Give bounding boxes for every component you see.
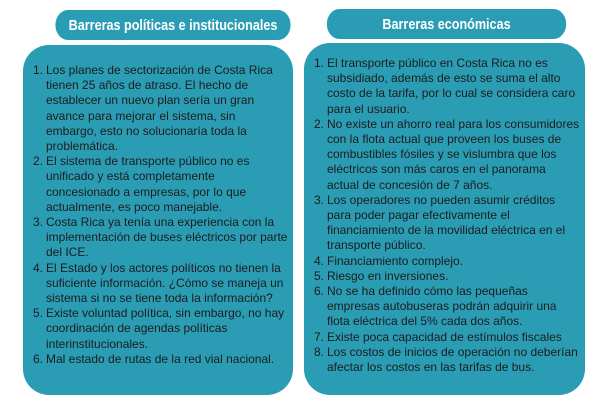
item-text: Existe voluntad política, sin embargo, no hay coordinación de agendas políticas interinstitucionales. (46, 306, 285, 351)
list-item (33, 352, 289, 367)
list-item (314, 269, 580, 284)
item-text: No existe un ahorro real para los consumidores con la flota actual que proveen los buses de combustibles fósiles y se vislumbra que los eléctricos son más caros en el panorama actual de concesión de 7 años. (327, 116, 580, 192)
list-item (33, 306, 289, 352)
list-item (314, 117, 580, 193)
item-text: No se ha definido cómo las pequeñas empresas autobuseras podrán adquirir una flota eléctrica del 5% cada dos años. (327, 284, 557, 329)
list-item (314, 193, 580, 254)
list-item (314, 56, 580, 117)
list-item (33, 154, 289, 215)
list-item (33, 215, 289, 261)
item-number: 1. (314, 56, 325, 70)
item-number: 5. (33, 306, 44, 321)
item-number: 8. (314, 344, 325, 359)
item-number: 2. (314, 116, 325, 131)
item-text: Los operadores no pueden asumir créditos para poder pagar efectivamente el financiamiento de la movilidad eléctrica en el transporte público. (327, 192, 566, 253)
list-item (33, 63, 289, 154)
item-number: 6. (314, 284, 325, 299)
economic-barriers-title: Barreras económicas (327, 9, 566, 39)
item-text: Mal estado de rutas de la red vial nacional. (46, 351, 275, 366)
list-item (33, 261, 289, 307)
item-number: 1. (33, 63, 44, 77)
item-text: Existe poca capacidad de estímulos fiscales (327, 329, 562, 344)
item-text: El sistema de transporte público no es unificado y está completamente concesionado a empresas, por lo que actualmente, es poco manejable. (46, 154, 250, 214)
item-number: 4. (33, 260, 44, 275)
political-barriers-title: Barreras políticas e institucionales (55, 10, 290, 40)
item-number: 3. (33, 215, 44, 230)
item-number: 3. (314, 192, 325, 207)
item-text: Los costos de inicios de operación no deberían afectar los costos en las tarifas de bus. (327, 344, 578, 375)
list-item (314, 330, 580, 345)
item-text: Financiamiento complejo. (327, 253, 464, 268)
item-text: El transporte público en Costa Rica no es subsidiado, además de esto se suma el alto costo de la tarifa, por lo cual se considera caro para el usuario. (327, 56, 576, 116)
list-item (314, 345, 580, 375)
item-text: El Estado y los actores políticos no tienen la suficiente información. ¿Cómo se maneja un sistema si no se tiene toda la información? (46, 260, 284, 306)
item-number: 5. (314, 268, 325, 283)
list-item (314, 284, 580, 330)
economic-barriers-panel (304, 43, 585, 395)
economic-barriers-list (314, 56, 580, 375)
item-number: 7. (314, 329, 325, 344)
item-text: Costa Rica ya tenía una experiencia con la implementación de buses eléctricos por parte del ICE. (46, 215, 288, 260)
list-item (314, 254, 580, 269)
political-barriers-panel (23, 45, 293, 395)
item-text: Riesgo en inversiones. (327, 268, 449, 283)
item-text: Los planes de sectorización de Costa Rica tienen 25 años de atraso. El hecho de establecer un nuevo plan sería un gran avance para mejorar el sistema, sin embargo, esto no solucionaría toda la problemática. (46, 63, 273, 154)
item-number: 6. (33, 351, 44, 366)
item-number: 2. (33, 154, 44, 169)
item-number: 4. (314, 253, 325, 268)
political-barriers-list (33, 63, 289, 367)
